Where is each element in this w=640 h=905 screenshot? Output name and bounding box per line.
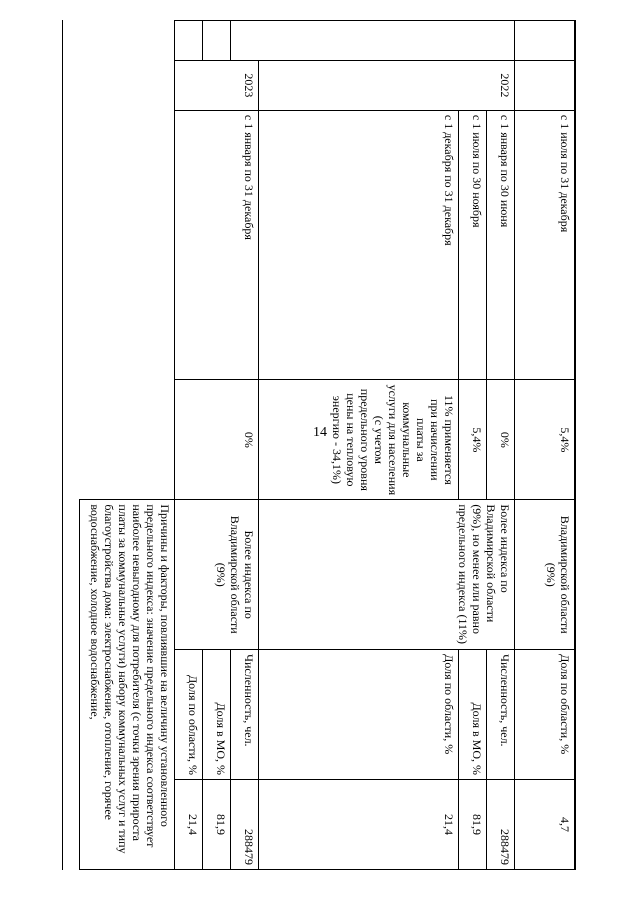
metric-label-cell: Доля по области, % (515, 650, 575, 780)
increase-cell: 5,4% (459, 380, 487, 500)
table-row (231, 21, 259, 870)
period-cell: с 1 декабря по 31 декабря (259, 110, 459, 380)
blank-cell (80, 380, 175, 500)
index-note-cell: Более индекса по Владимирской области (9%) (175, 500, 259, 650)
metric-value-cell: 21,4 (175, 780, 203, 870)
period-cell: с 1 января по 31 декабря (175, 110, 259, 380)
increase-cell: 5,4% (515, 380, 575, 500)
metric-label-cell: Доля по области, % (259, 650, 459, 780)
increase-cell: 0% (175, 380, 259, 500)
increase-cell: 0% (487, 380, 515, 500)
table-row (80, 21, 175, 870)
metric-label-cell: Доля в МО, % (203, 650, 231, 780)
table-row (459, 21, 487, 870)
period-cell: с 1 июля по 30 ноября (459, 110, 487, 380)
blank-cell (80, 21, 175, 61)
blank-cell (80, 110, 175, 380)
increase-cell: 11% применяется при начислении платы за коммунальные услуги для населения (с учетом предельного уровня цены на тепловую энергию - 34,1%) (259, 380, 459, 500)
table-row (515, 21, 575, 870)
separator-line (62, 20, 63, 870)
blank-cell (80, 60, 175, 110)
metric-value-cell: 21,4 (259, 780, 459, 870)
metric-label-cell: Доля в МО, % (459, 650, 487, 780)
table-row (259, 21, 459, 870)
page-number: 14 (313, 425, 327, 440)
table-row (487, 21, 515, 870)
period-cell: с 1 января по 30 июня (487, 110, 515, 380)
tariff-index-table (79, 20, 575, 870)
period-cell: с 1 июля по 31 декабря (515, 110, 575, 380)
rotated-page-content (65, 20, 575, 870)
separator-line (575, 20, 576, 870)
metric-label-cell: Доля по области, % (175, 650, 203, 780)
metric-label-cell: Численность, чел. (487, 650, 515, 780)
blank-cell (515, 21, 575, 61)
metric-value-cell: 81,9 (203, 780, 231, 870)
year-cell: 2022 (259, 60, 515, 110)
index-note-cell: Более индекса по Владимирской области (9%), но менее или равно предельного индекса (11%) (259, 500, 515, 650)
metric-value-cell: 81,9 (459, 780, 487, 870)
metric-value-cell: 288479 (487, 780, 515, 870)
metric-value-cell: 4,7 (515, 780, 575, 870)
reasons-cell: Причины и факторы, повлиявшие на величину установленного предельного индекса: значение предельного индекса соответствует наиболее невыгодному для потребителя (с точки зрения прироста платы за коммунальные услуги) набору коммунальных услуг и типу благоустройства дома: электроснабжение, отопление, горячее водоснабжение, холодное водоснабжение, (80, 500, 175, 870)
blank-cell (175, 21, 203, 61)
blank-cell (203, 21, 231, 61)
metric-value-cell: 288479 (231, 780, 259, 870)
metric-label-cell: Численность, чел. (231, 650, 259, 780)
blank-cell (231, 21, 515, 61)
index-note-cell: Владимирской области (9%) (515, 500, 575, 650)
year-cell (515, 60, 575, 110)
year-cell: 2023 (175, 60, 259, 110)
